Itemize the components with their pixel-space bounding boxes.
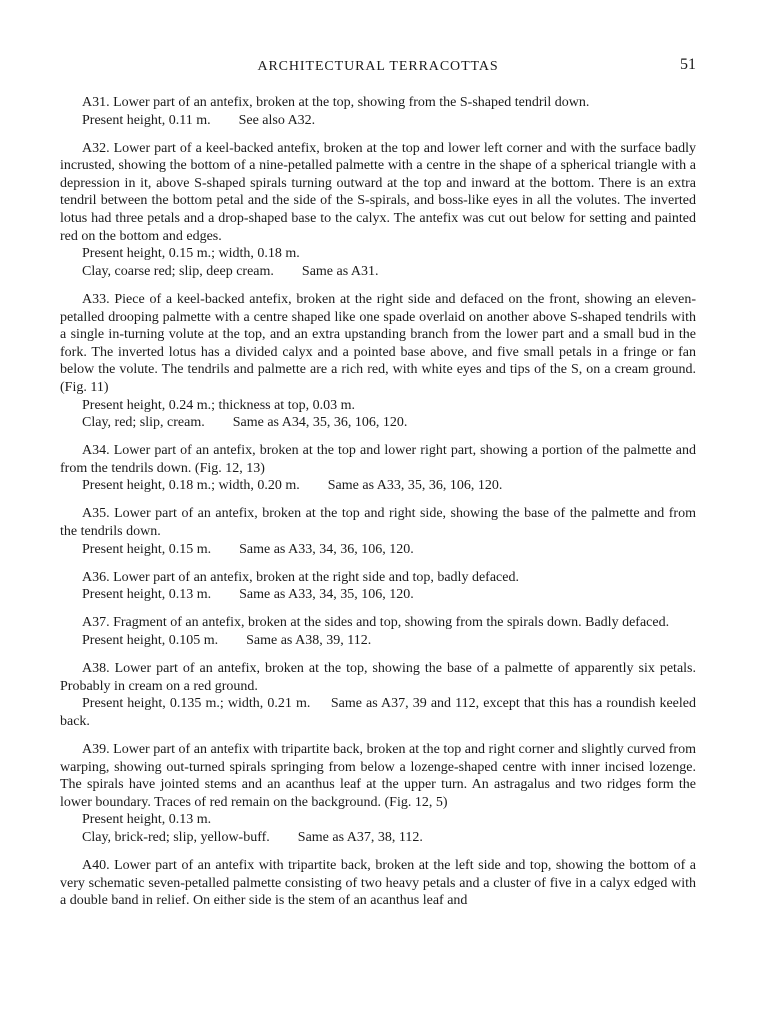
entry-description: A34. Lower part of an antefix, broken at the top and lower right part, showing a portion of the palmette and from the tendrils down. (Fig. 12, 13) [60,443,696,476]
entry-measurement-line [60,263,696,281]
comparison-note: See also A32. [238,112,316,128]
catalogue-entry [60,857,696,910]
page-header [60,58,696,80]
entry-description: A32. Lower part of a keel-backed antefix, broken at the top and lower left corner and with the surface badly incrusted, showing the bottom of a nine-petalled palmette with a centre in the shape of a spherical triangle with a depression in it, above S-shaped spirals turning outward at the top and inward at the bottom. There is an extra tendril between the bottom petal and the side of the S-spirals, and boss-like eyes in all the volutes. The inverted lotus had three petals and a drop-shaped base to the calyx. The antefix was cut out below for setting and painted red on the bottom and edges. [60,140,696,244]
measurement-text: Present height, 0.18 m.; width, 0.20 m. [82,478,300,494]
entry-description: A40. Lower part of an antefix with tripartite back, broken at the left side and top, showing the bottom of a very schematic seven-petalled palmette consisting of two heavy petals and a cluster of five in a calyx edged with a double band in relief. On either side is the stem of an acanthus leaf and [60,858,696,909]
page-number: 51 [680,56,696,73]
entry-description: A33. Piece of a keel-backed antefix, broken at the right side and defaced on the front, showing an eleven-petalled drooping palmette with a centre shaped like one spade overlaid on another above S-shaped tendrils with a single in-turning volute at the top, and an extra upstanding branch from the lower part and a small bud in the fork. The inverted lotus has a divided calyx and a pointed base above, and five small petals in a fringe or fan below the volute. The tendrils and palmette are a rich red, with white eyes and tips of the S, on a cream ground. (Fig. 11) [60,291,696,395]
entry-description: A35. Lower part of an antefix, broken at the top and right side, showing the base of the palmette and from the tendrils down. [60,506,696,540]
catalogue-entry [60,94,696,129]
entry-measurement-line [60,245,696,263]
comparison-note: Same as A31. [301,263,379,279]
catalogue-entry [60,291,696,432]
entry-measurement-line [60,477,696,495]
catalogue-entry [60,505,696,558]
measurement-text: Present height, 0.15 m. [82,541,212,557]
measurement-text: Present height, 0.13 m. [82,812,212,828]
entry-description: A36. Lower part of an antefix, broken at the right side and top, badly defaced. [82,569,519,585]
entry-measurement-line [60,632,696,650]
measurement-text: Present height, 0.15 m.; width, 0.18 m. [82,246,300,262]
comparison-note: Same as A34, 35, 36, 106, 120. [232,415,408,431]
entry-measurement-line [60,811,696,829]
measurement-text: Present height, 0.24 m.; thickness at top, 0.03 m. [82,397,355,413]
measurement-text: Present height, 0.105 m. [82,633,219,649]
entry-measurement-line [60,586,696,604]
entry-measurement-line [60,829,696,847]
measurement-text: Clay, red; slip, cream. [82,415,205,431]
entry-measurement-line [60,397,696,415]
measurement-text: Clay, brick-red; slip, yellow-buff. [82,829,270,845]
measurement-text: Present height, 0.11 m. [82,112,211,128]
catalogue-entry [60,140,696,281]
running-head: ARCHITECTURAL TERRACOTTAS [257,59,499,74]
catalogue-entry [60,442,696,495]
document-page [60,56,700,920]
comparison-note: Same as A33, 34, 36, 106, 120. [239,541,414,557]
measurement-text: Clay, coarse red; slip, deep cream. [82,263,274,279]
catalogue-entry [60,569,696,604]
entry-measurement-line [60,112,696,130]
comparison-note: Same as A38, 39, 112. [246,633,372,649]
catalogue-entry [60,660,700,730]
entry-measurement-line [60,414,696,432]
comparison-note: Same as A37, 38, 112. [297,829,423,845]
entry-measurement-paragraph: Present height, 0.135 m.; width, 0.21 m. Same as A37, 39 and 112, except that this has a roundish keeled back. [60,696,700,729]
catalogue-entries [60,94,700,910]
catalogue-entry [60,614,696,649]
catalogue-entry [60,741,696,847]
entry-description: A39. Lower part of an antefix with tripartite back, broken at the top and right corner and slightly curved from warping, showing out-turned spirals springing from below a lozenge-shaped centre with inner incised lozenge. The spirals have jointed stems and an acanthus leaf at the upper turn. An astragalus and two ridges form the lower boundary. Traces of red remain on the background. (Fig. 12, 5) [60,742,696,810]
measurement-text: Present height, 0.13 m. [82,587,212,603]
entry-description: A37. Fragment of an antefix, broken at the sides and top, showing from the spirals down. Badly defaced. [82,615,670,631]
entry-description: A31. Lower part of an antefix, broken at the top, showing from the S-shaped tendril down. [82,95,590,110]
comparison-note: Same as A33, 35, 36, 106, 120. [327,478,503,494]
entry-description: A38. Lower part of an antefix, broken at the top, showing the base of a palmette of apparently six petals. Probably in cream on a red ground. [60,661,696,694]
entry-measurement-line [60,541,696,559]
comparison-note: Same as A33, 34, 35, 106, 120. [239,587,414,603]
